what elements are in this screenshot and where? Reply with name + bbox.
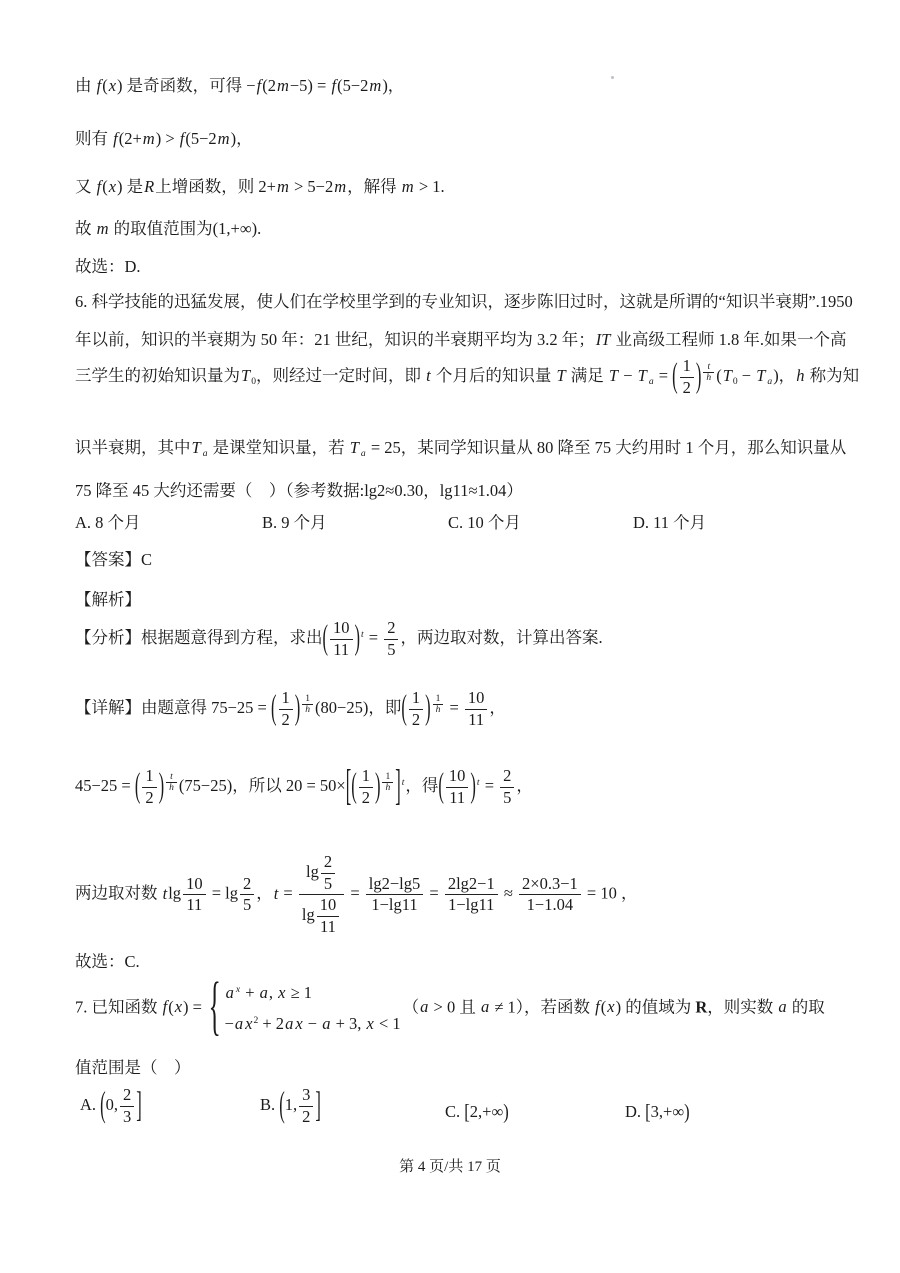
page-number-text: 第 4 页/共 17 页 (399, 1159, 501, 1175)
q6-stem-line-3: 三学生的初始知识量为T0，则经过一定时间，即 t 个月后的知识量 T 满足 T − T a = ( $\frac{1}{2}$ ) $\frac{t}{h}$ (T0 − T a)，h 称为知 (75, 354, 860, 397)
q7-stem-line-1: 7. 已知函数 f(x) = { a x + a, x ≥ 1 −a x2 + 2a x − a + 3, x < 1 （a > 0 且 a ≠ 1），若函数 f(x) 的值域为 R，则实数 a 的取 (75, 970, 825, 1044)
q6-answer: 【答案】C (75, 550, 153, 569)
q6-detail-line-1: 【详解】由题意得 75−25 = ( $\frac{1}{2}$ ) $\frac{1}{h}$ (80−25)，即( $\frac{1}{2}$ ) $\frac{1}{h}$ = $\frac{10}{11}$ ， (75, 686, 506, 729)
q6-option-d: D. 11 个月 (633, 513, 707, 532)
q7-option-a: A. (0, $\frac{2}{3}$ ] (80, 1082, 142, 1126)
q6-detail-line-3: 两边取对数 tlg $\frac{10}{11}$ = lg $\frac{2}{5}$ ，t = lg $\frac{2}{5}$ lg $\frac{10}{11}$ = $\frac{\lg 2-\lg 5}{1-\lg 11}$ = $\frac{2\lg 2-1}{1-\lg 11}$ ≈ $\frac{2\times 0.3-1}{1-1.04}$ = 10 ， (75, 852, 638, 936)
q6-conclusion: 故选：C. (75, 952, 140, 971)
solution5-step-3: 又 f(x) 是R上增函数，则 2+m > 5−2m，解得 m > 1. (75, 177, 445, 196)
q7-option-b: B. (1, $\frac{3}{2}$ ] (260, 1082, 321, 1126)
q7-option-d: D. [3,+∞) (625, 1099, 690, 1124)
q6-option-a: A. 8 个月 (75, 513, 141, 532)
solution5-step-1: 由 f(x) 是奇函数，可得 −f(2m−5) = f(5−2m)， (75, 76, 405, 95)
q6-analysis: 【分析】根据题意得到方程，求出( $\frac{10}{11}$ )t = $\frac{2}{5}$ ，两边取对数，计算出答案. (75, 616, 603, 659)
solution5-step-2: 则有 f(2+m) > f(5−2m)， (75, 129, 253, 148)
q6-stem-line-1: 6. 科学技能的迅猛发展，使人们在学校里学到的专业知识，逐步陈旧过时，这就是所谓的“知识半衰期”.1950 (75, 292, 853, 311)
q6-option-b: B. 9 个月 (262, 513, 327, 532)
q6-stem-line-4: 识半衰期，其中T a 是课堂知识量，若 T a = 25，某同学知识量从 80 降至 75 大约用时 1 个月，那么知识量从 (75, 438, 847, 459)
page-number (0, 1155, 900, 1176)
solution5-step-4: 故 m 的取值范围为(1,+∞). (75, 219, 262, 238)
q6-stem-line-5: 75 降至 45 大约还需要（ ）（参考数据:lg2≈0.30，lg11≈1.04） (75, 481, 523, 500)
solution5-conclusion: 故选：D. (75, 257, 141, 276)
q7-option-c: C. [2,+∞) (445, 1099, 509, 1124)
q6-stem-line-2: 年以前，知识的半衰期为 50 年：21 世纪，知识的半衰期平均为 3.2 年；IT 业高级工程师 1.8 年.如果一个高 (75, 330, 847, 349)
q6-detail-line-2: 45−25 = ( $\frac{1}{2}$ ) $\frac{t}{h}$ (75−25)，所以 20 = 50×[( $\frac{1}{2}$ ) $\frac{1}{h}$ ]t，得( $\frac{10}{11}$ )t = $\frac{2}{5}$ ， (75, 759, 533, 810)
q7-stem-line-2: 值范围是（ ） (75, 1058, 191, 1077)
q6-option-c: C. 10 个月 (448, 513, 521, 532)
scan-artifact-dot (611, 76, 614, 79)
q6-analysis-header: 【解析】 (75, 590, 141, 609)
